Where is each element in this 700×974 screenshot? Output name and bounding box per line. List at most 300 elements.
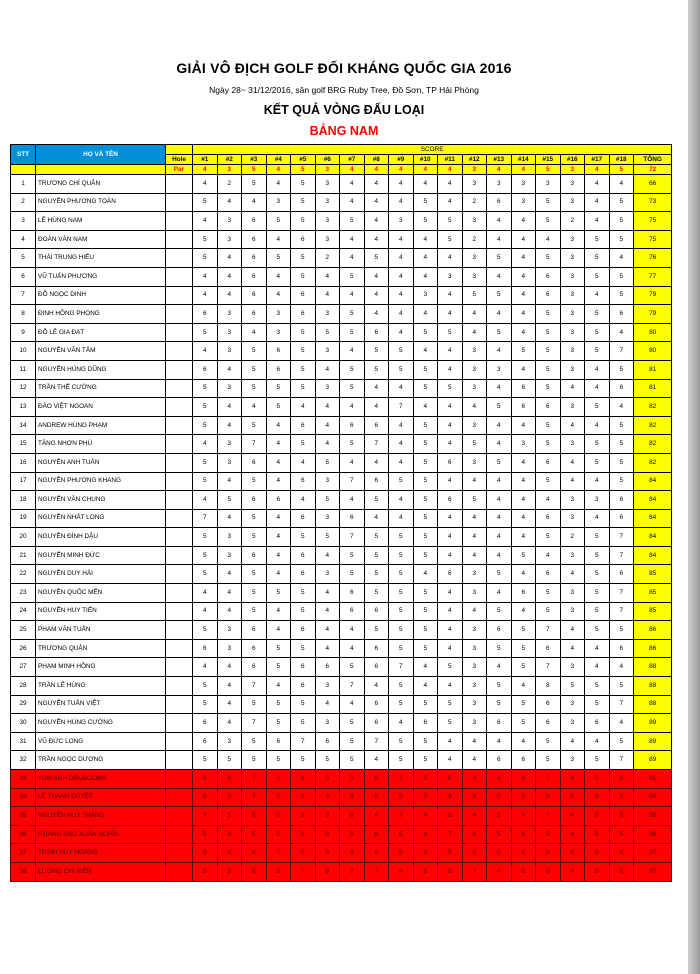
- player-stt: 31: [11, 732, 36, 751]
- score-cell: 4: [389, 323, 414, 342]
- score-cell: 6: [536, 788, 561, 807]
- score-cell: 4: [413, 677, 438, 696]
- score-cell: 3: [315, 714, 340, 733]
- score-cell: 6: [242, 844, 267, 863]
- score-cell: 4: [511, 416, 536, 435]
- score-cell: 4: [487, 491, 512, 510]
- score-cell: 4: [511, 249, 536, 268]
- score-cell: 5: [242, 342, 267, 361]
- score-cell: 3: [560, 342, 585, 361]
- score-cell: 2: [217, 175, 242, 194]
- score-cell: 3: [462, 584, 487, 603]
- score-cell: 5: [389, 528, 414, 547]
- player-name: NGUYỄN MINH ĐỨC: [36, 546, 166, 565]
- score-cell: 5: [609, 360, 634, 379]
- player-total: 94: [634, 788, 672, 807]
- score-cell: 5: [585, 230, 610, 249]
- score-cell: 4: [193, 658, 218, 677]
- player-name: HOÀNG ĐÀO XUÂN NGHĨA: [36, 825, 166, 844]
- score-cell: 4: [413, 825, 438, 844]
- player-stt: 30: [11, 714, 36, 733]
- score-cell: 3: [217, 212, 242, 231]
- score-cell: 6: [609, 491, 634, 510]
- score-cell: 4: [462, 472, 487, 491]
- player-total: 79: [634, 286, 672, 305]
- score-cell: 5: [413, 472, 438, 491]
- hole-blank-cell: [166, 230, 193, 249]
- score-cell: 5: [389, 677, 414, 696]
- score-cell: 4: [585, 360, 610, 379]
- score-cell: 5: [585, 323, 610, 342]
- score-cell: 5: [266, 398, 291, 417]
- score-cell: 3: [389, 212, 414, 231]
- score-cell: 6: [585, 844, 610, 863]
- score-cell: 4: [389, 267, 414, 286]
- player-row: [11, 770, 672, 789]
- player-row: [11, 230, 672, 249]
- player-row: [11, 751, 672, 770]
- score-cell: 5: [193, 249, 218, 268]
- score-cell: 5: [536, 584, 561, 603]
- score-cell: 4: [266, 453, 291, 472]
- player-stt: 18: [11, 491, 36, 510]
- score-cell: 6: [242, 212, 267, 231]
- hole-blank-cell: [166, 249, 193, 268]
- score-cell: 5: [413, 732, 438, 751]
- player-stt: 11: [11, 360, 36, 379]
- score-cell: 4: [364, 807, 389, 826]
- player-total: 96: [634, 825, 672, 844]
- score-cell: 6: [364, 472, 389, 491]
- score-cell: 3: [462, 212, 487, 231]
- player-name: LÊ THANH DUYỆT: [36, 788, 166, 807]
- empty-header-cell: [166, 145, 193, 155]
- player-row: [11, 267, 672, 286]
- score-cell: 5: [609, 732, 634, 751]
- player-row: [11, 732, 672, 751]
- player-stt: 20: [11, 528, 36, 547]
- par-value: 4: [511, 165, 536, 175]
- score-cell: 5: [585, 398, 610, 417]
- score-cell: 2: [462, 230, 487, 249]
- score-cell: 7: [609, 342, 634, 361]
- score-cell: 5: [585, 267, 610, 286]
- player-name: ĐỖ LÊ GIA ĐẠT: [36, 323, 166, 342]
- score-cell: 6: [511, 751, 536, 770]
- score-cell: 3: [315, 788, 340, 807]
- score-cell: 5: [389, 695, 414, 714]
- hole-blank-cell: [166, 621, 193, 640]
- score-cell: 3: [217, 825, 242, 844]
- score-cell: 4: [217, 658, 242, 677]
- score-cell: 4: [315, 695, 340, 714]
- score-cell: 3: [217, 528, 242, 547]
- score-cell: 5: [340, 825, 365, 844]
- score-cell: 5: [315, 323, 340, 342]
- hole-blank-cell: [166, 398, 193, 417]
- score-cell: 5: [364, 584, 389, 603]
- score-cell: 6: [511, 398, 536, 417]
- score-cell: 4: [266, 602, 291, 621]
- score-cell: 3: [266, 193, 291, 212]
- hole-blank-cell: [166, 732, 193, 751]
- score-cell: 4: [389, 175, 414, 194]
- score-cell: 5: [389, 342, 414, 361]
- score-cell: 3: [462, 565, 487, 584]
- player-name: NGUYỄN NHẤT LONG: [36, 509, 166, 528]
- score-cell: 7: [536, 807, 561, 826]
- score-cell: 3: [217, 230, 242, 249]
- player-row: [11, 565, 672, 584]
- score-cell: 6: [536, 639, 561, 658]
- score-cell: 4: [585, 212, 610, 231]
- player-stt: 24: [11, 602, 36, 621]
- score-cell: 4: [266, 230, 291, 249]
- score-cell: 5: [585, 342, 610, 361]
- hole-blank-cell: [166, 453, 193, 472]
- score-cell: 3: [315, 677, 340, 696]
- score-cell: 5: [585, 770, 610, 789]
- hole-blank-cell: [166, 491, 193, 510]
- player-name: THÁI TRUNG HIẾU: [36, 249, 166, 268]
- score-cell: 4: [364, 509, 389, 528]
- score-cell: 4: [340, 175, 365, 194]
- score-cell: 3: [560, 584, 585, 603]
- player-name: TRẦN THẾ CƯỜNG: [36, 379, 166, 398]
- score-cell: 5: [389, 360, 414, 379]
- player-row: [11, 323, 672, 342]
- score-cell: 5: [609, 472, 634, 491]
- hole-blank-cell: [166, 509, 193, 528]
- score-cell: 3: [315, 565, 340, 584]
- score-cell: 6: [585, 807, 610, 826]
- score-cell: 4: [585, 639, 610, 658]
- score-cell: 7: [242, 714, 267, 733]
- score-cell: 5: [193, 825, 218, 844]
- score-cell: 4: [487, 584, 512, 603]
- score-cell: 4: [217, 602, 242, 621]
- score-cell: 4: [217, 472, 242, 491]
- player-stt: 27: [11, 658, 36, 677]
- score-cell: 3: [217, 862, 242, 881]
- score-cell: 5: [266, 658, 291, 677]
- score-cell: 4: [217, 695, 242, 714]
- score-cell: 5: [585, 751, 610, 770]
- player-row: [11, 435, 672, 454]
- score-cell: 6: [266, 360, 291, 379]
- score-cell: 5: [266, 714, 291, 733]
- score-cell: 5: [487, 677, 512, 696]
- player-stt: 29: [11, 695, 36, 714]
- score-cell: 4: [462, 509, 487, 528]
- score-cell: 6: [536, 565, 561, 584]
- score-cell: 5: [609, 677, 634, 696]
- player-name: PHẠM MINH HỒNG: [36, 658, 166, 677]
- score-cell: 4: [413, 305, 438, 324]
- score-cell: 5: [609, 193, 634, 212]
- score-cell: 4: [217, 714, 242, 733]
- round-title: KẾT QUẢ VÒNG ĐẤU LOẠI: [263, 103, 425, 117]
- score-cell: 5: [438, 658, 463, 677]
- score-cell: 3: [462, 788, 487, 807]
- score-cell: 4: [217, 509, 242, 528]
- score-cell: 5: [536, 193, 561, 212]
- score-cell: 4: [315, 621, 340, 640]
- score-cell: 6: [266, 491, 291, 510]
- score-cell: 3: [217, 639, 242, 658]
- player-name: NGUYỄN DUY HẢI: [36, 565, 166, 584]
- player-row: [11, 807, 672, 826]
- score-cell: 5: [511, 546, 536, 565]
- score-cell: 6: [364, 714, 389, 733]
- score-cell: 5: [340, 267, 365, 286]
- score-cell: 6: [364, 416, 389, 435]
- score-cell: 7: [462, 862, 487, 881]
- score-cell: 5: [487, 602, 512, 621]
- score-cell: 6: [487, 714, 512, 733]
- score-cell: 5: [585, 249, 610, 268]
- score-cell: 5: [487, 286, 512, 305]
- player-name: NGUYỄN ĐÌNH DẬU: [36, 528, 166, 547]
- score-cell: 4: [438, 305, 463, 324]
- score-cell: 3: [560, 658, 585, 677]
- score-cell: 5: [585, 546, 610, 565]
- player-total: 91: [634, 770, 672, 789]
- score-cell: 4: [389, 453, 414, 472]
- score-cell: 3: [560, 751, 585, 770]
- player-row: [11, 546, 672, 565]
- player-row: [11, 175, 672, 194]
- score-cell: 4: [340, 193, 365, 212]
- hole-blank-cell: [166, 305, 193, 324]
- score-cell: 4: [511, 286, 536, 305]
- score-cell: 4: [438, 286, 463, 305]
- score-cell: 4: [364, 379, 389, 398]
- score-cell: 6: [242, 249, 267, 268]
- score-cell: 3: [585, 491, 610, 510]
- score-cell: 3: [560, 435, 585, 454]
- score-cell: 5: [585, 825, 610, 844]
- event-subtitle: Ngày 28~ 31/12/2016, sân golf BRG Ruby Tree, Đồ Sơn, TP Hải Phòng: [209, 85, 479, 95]
- score-cell: 4: [291, 770, 316, 789]
- player-row: [11, 491, 672, 510]
- score-cell: 3: [266, 323, 291, 342]
- score-cell: 4: [438, 602, 463, 621]
- player-total: 75: [634, 212, 672, 231]
- score-cell: 4: [389, 435, 414, 454]
- score-cell: 5: [585, 677, 610, 696]
- score-cell: 8: [609, 807, 634, 826]
- score-cell: 6: [193, 714, 218, 733]
- score-cell: 3: [217, 305, 242, 324]
- score-cell: 3: [536, 175, 561, 194]
- score-cell: 4: [340, 398, 365, 417]
- score-cell: 3: [462, 714, 487, 733]
- hole-blank-cell: [166, 602, 193, 621]
- hole-blank-cell: [166, 825, 193, 844]
- player-name: NGUYỄN ANH TUẤN: [36, 453, 166, 472]
- score-cell: 5: [536, 472, 561, 491]
- player-stt: 8: [11, 305, 36, 324]
- score-cell: 6: [511, 844, 536, 863]
- score-cell: 4: [487, 770, 512, 789]
- score-cell: 6: [242, 286, 267, 305]
- score-cell: 5: [217, 751, 242, 770]
- score-cell: 5: [315, 453, 340, 472]
- score-cell: 3: [462, 249, 487, 268]
- score-cell: 3: [217, 342, 242, 361]
- player-name: ĐÀO VIỆT NGOAN: [36, 398, 166, 417]
- score-cell: 6: [315, 732, 340, 751]
- score-cell: 4: [438, 751, 463, 770]
- player-total: 82: [634, 416, 672, 435]
- player-stt: 26: [11, 639, 36, 658]
- score-cell: 4: [315, 416, 340, 435]
- score-cell: 4: [609, 714, 634, 733]
- score-cell: 5: [609, 416, 634, 435]
- score-cell: 4: [266, 565, 291, 584]
- par-value: 4: [193, 165, 218, 175]
- hole-header: #14: [511, 155, 536, 165]
- hole-header: #3: [242, 155, 267, 165]
- score-cell: 4: [340, 286, 365, 305]
- player-row: [11, 862, 672, 881]
- score-cell: 4: [340, 491, 365, 510]
- player-name: NGUYỄN VĂN TÂM: [36, 342, 166, 361]
- score-cell: 5: [364, 342, 389, 361]
- hole-header: #2: [217, 155, 242, 165]
- score-cell: 4: [413, 658, 438, 677]
- score-cell: 5: [193, 695, 218, 714]
- hole-blank-cell: [166, 807, 193, 826]
- player-total: 88: [634, 695, 672, 714]
- score-cell: 6: [242, 807, 267, 826]
- score-cell: 4: [217, 286, 242, 305]
- hole-blank-cell: [166, 360, 193, 379]
- score-cell: 5: [413, 770, 438, 789]
- par-value: 4: [585, 165, 610, 175]
- score-cell: 4: [487, 658, 512, 677]
- player-stt: 22: [11, 565, 36, 584]
- score-cell: 3: [266, 305, 291, 324]
- player-total: 66: [634, 175, 672, 194]
- score-cell: 5: [266, 862, 291, 881]
- score-cell: 5: [536, 732, 561, 751]
- score-cell: 6: [291, 677, 316, 696]
- player-stt: 38: [11, 862, 36, 881]
- player-row: [11, 825, 672, 844]
- score-cell: 5: [536, 602, 561, 621]
- score-cell: 7: [389, 807, 414, 826]
- score-cell: 5: [585, 305, 610, 324]
- score-cell: 4: [217, 360, 242, 379]
- score-cell: 4: [438, 546, 463, 565]
- score-cell: 4: [560, 453, 585, 472]
- player-total: 75: [634, 230, 672, 249]
- score-cell: 3: [560, 509, 585, 528]
- score-cell: 5: [315, 770, 340, 789]
- score-cell: 6: [266, 342, 291, 361]
- score-cell: 5: [193, 323, 218, 342]
- score-cell: 5: [340, 360, 365, 379]
- player-name: ĐINH HỒNG PHONG: [36, 305, 166, 324]
- hole-blank-cell: [166, 193, 193, 212]
- player-total: 88: [634, 677, 672, 696]
- score-cell: 4: [315, 546, 340, 565]
- score-cell: 4: [438, 509, 463, 528]
- score-cell: 7: [242, 435, 267, 454]
- score-cell: 3: [315, 807, 340, 826]
- score-cell: 6: [462, 825, 487, 844]
- score-cell: 5: [291, 323, 316, 342]
- score-cell: 6: [585, 788, 610, 807]
- score-cell: 5: [438, 807, 463, 826]
- score-cell: 5: [291, 714, 316, 733]
- score-cell: 5: [487, 844, 512, 863]
- score-cell: 5: [511, 862, 536, 881]
- player-total: 97: [634, 862, 672, 881]
- score-cell: 5: [487, 825, 512, 844]
- score-cell: 4: [389, 193, 414, 212]
- score-cell: 7: [242, 770, 267, 789]
- score-cell: 3: [487, 175, 512, 194]
- score-cell: 5: [340, 751, 365, 770]
- score-cell: 5: [413, 528, 438, 547]
- score-cell: 5: [585, 565, 610, 584]
- score-cell: 4: [193, 584, 218, 603]
- name-header: HỌ VÀ TÊN: [36, 145, 166, 165]
- score-cell: 4: [315, 360, 340, 379]
- score-cell: 4: [536, 230, 561, 249]
- score-cell: 4: [193, 267, 218, 286]
- player-row: [11, 639, 672, 658]
- player-row: [11, 677, 672, 696]
- score-cell: 5: [242, 825, 267, 844]
- score-cell: 4: [266, 509, 291, 528]
- score-cell: 3: [413, 286, 438, 305]
- score-cell: 5: [389, 788, 414, 807]
- score-cell: 4: [389, 305, 414, 324]
- score-cell: 5: [511, 658, 536, 677]
- score-cell: 6: [364, 639, 389, 658]
- score-cell: 5: [291, 379, 316, 398]
- score-cell: 5: [389, 565, 414, 584]
- score-cell: 3: [217, 453, 242, 472]
- score-cell: 3: [217, 379, 242, 398]
- score-cell: 5: [340, 770, 365, 789]
- score-cell: 5: [364, 249, 389, 268]
- hole-blank-cell: [166, 175, 193, 194]
- score-cell: 4: [438, 398, 463, 417]
- score-cell: 6: [413, 714, 438, 733]
- score-cell: 5: [242, 175, 267, 194]
- score-cell: 4: [389, 230, 414, 249]
- player-total: 89: [634, 751, 672, 770]
- score-cell: 4: [413, 267, 438, 286]
- hole-blank-cell: [166, 379, 193, 398]
- hole-blank-cell: [166, 714, 193, 733]
- score-cell: 5: [193, 230, 218, 249]
- score-cell: 5: [364, 621, 389, 640]
- score-cell: 6: [536, 714, 561, 733]
- header-row-score: [11, 145, 672, 155]
- score-cell: 5: [193, 770, 218, 789]
- score-cell: 4: [536, 546, 561, 565]
- score-cell: 4: [585, 416, 610, 435]
- score-cell: 4: [585, 193, 610, 212]
- score-cell: 6: [266, 732, 291, 751]
- score-cell: 4: [487, 732, 512, 751]
